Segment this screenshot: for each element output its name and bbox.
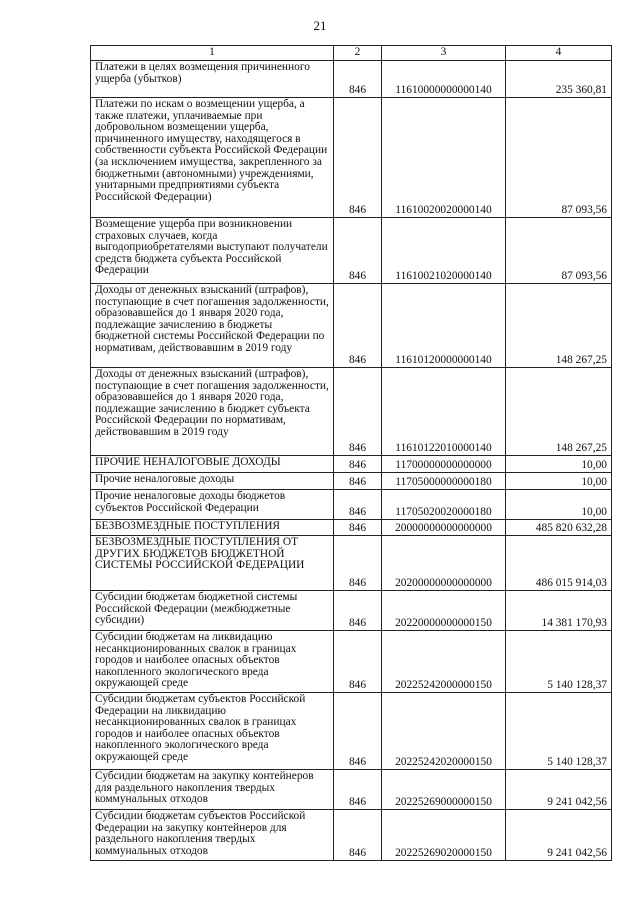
revenue-name: Субсидии бюджетам на ликвидацию несанкционированных свалок в границах городов и наиболее опасных объектов накопленного экологического вреда окружающей среде: [91, 631, 334, 693]
revenue-name: Платежи по искам о возмещении ущерба, а также платежи, уплачиваемые при добровольном возмещении ущерба, причиненного имуществу, находящегося в собственности субъекта Российской Федерации (за исключением имущества, закрепленного за бюджетными (автономными) учреждениями, унитарными предприятиями субъекта Российской Федерации): [91, 98, 334, 218]
budget-classification-code: 11700000000000000: [382, 456, 506, 473]
amount: 5 140 128,37: [506, 631, 612, 693]
budget-classification-code: 20225269020000150: [382, 810, 506, 861]
amount: 10,00: [506, 490, 612, 520]
amount: 9 241 042,56: [506, 770, 612, 810]
budget-classification-code: 20225242020000150: [382, 693, 506, 770]
revenue-name: Субсидии бюджетам на закупку контейнеров для раздельного накопления твердых коммунальных отходов: [91, 770, 334, 810]
admin-code: 846: [334, 490, 382, 520]
admin-code: 846: [334, 810, 382, 861]
admin-code: 846: [334, 61, 382, 98]
revenue-name: Доходы от денежных взысканий (штрафов), поступающие в счет погашения задолженности, образовавшейся до 1 января 2020 года, подлежащие зачислению в бюджет субъекта Российской Федерации по нормативам, действовавшим в 2019 году: [91, 368, 334, 456]
revenue-name: Платежи в целях возмещения причиненного ущерба (убытков): [91, 61, 334, 98]
budget-classification-code: 20225242000000150: [382, 631, 506, 693]
table-row: [91, 456, 612, 473]
table-row: [91, 368, 612, 456]
column-header-admin: 2: [334, 46, 382, 61]
page-number: 21: [313, 18, 327, 33]
budget-classification-code: 20000000000000000: [382, 520, 506, 536]
amount: 485 820 632,28: [506, 520, 612, 536]
admin-code: 846: [334, 98, 382, 218]
amount: 148 267,25: [506, 368, 612, 456]
table-row: [91, 770, 612, 810]
amount: 10,00: [506, 473, 612, 490]
table-row: [91, 61, 612, 98]
revenue-name: БЕЗВОЗМЕЗДНЫЕ ПОСТУПЛЕНИЯ: [91, 520, 334, 536]
table-row: [91, 284, 612, 368]
budget-classification-code: 11610120000000140: [382, 284, 506, 368]
admin-code: 846: [334, 368, 382, 456]
revenue-name: Субсидии бюджетам субъектов Российской Федерации на ликвидацию несанкционированных свалок в границах городов и наиболее опасных объектов накопленного экологического вреда окружающей среде: [91, 693, 334, 770]
revenue-name: Прочие неналоговые доходы бюджетов субъектов Российской Федерации: [91, 490, 334, 520]
amount: 10,00: [506, 456, 612, 473]
budget-classification-code: 11610122010000140: [382, 368, 506, 456]
amount: 148 267,25: [506, 284, 612, 368]
budget-classification-code: 11705000000000180: [382, 473, 506, 490]
column-header-code: 3: [382, 46, 506, 61]
admin-code: 846: [334, 218, 382, 284]
table-row: [91, 98, 612, 218]
revenue-name: Прочие неналоговые доходы: [91, 473, 334, 490]
table-row: [91, 631, 612, 693]
amount: 87 093,56: [506, 218, 612, 284]
admin-code: 846: [334, 456, 382, 473]
table-row: [91, 693, 612, 770]
table-row: [91, 591, 612, 631]
admin-code: 846: [334, 284, 382, 368]
table-row: [91, 810, 612, 861]
admin-code: 846: [334, 770, 382, 810]
budget-classification-code: 11705020020000180: [382, 490, 506, 520]
table-row: [91, 473, 612, 490]
admin-code: 846: [334, 520, 382, 536]
budget-classification-code: 20220000000000150: [382, 591, 506, 631]
admin-code: 846: [334, 473, 382, 490]
budget-classification-code: 20200000000000000: [382, 536, 506, 591]
amount: 235 360,81: [506, 61, 612, 98]
table-row: [91, 520, 612, 536]
revenue-name: БЕЗВОЗМЕЗДНЫЕ ПОСТУПЛЕНИЯ ОТ ДРУГИХ БЮДЖЕТОВ БЮДЖЕТНОЙ СИСТЕМЫ РОССИЙСКОЙ ФЕДЕРАЦИИ: [91, 536, 334, 591]
admin-code: 846: [334, 631, 382, 693]
table-row: [91, 490, 612, 520]
revenue-name: Субсидии бюджетам бюджетной системы Российской Федерации (межбюджетные субсидии): [91, 591, 334, 631]
budget-classification-code: 11610020020000140: [382, 98, 506, 218]
admin-code: 846: [334, 693, 382, 770]
amount: 5 140 128,37: [506, 693, 612, 770]
amount: 14 381 170,93: [506, 591, 612, 631]
budget-classification-code: 11610021020000140: [382, 218, 506, 284]
admin-code: 846: [334, 591, 382, 631]
amount: 9 241 042,56: [506, 810, 612, 861]
table-row: [91, 218, 612, 284]
budget-classification-code: 20225269000000150: [382, 770, 506, 810]
column-header-name: 1: [91, 46, 334, 61]
revenue-name: ПРОЧИЕ НЕНАЛОГОВЫЕ ДОХОДЫ: [91, 456, 334, 473]
budget-classification-code: 11610000000000140: [382, 61, 506, 98]
column-header-sum: 4: [506, 46, 612, 61]
table-row: [91, 536, 612, 591]
revenue-name: Доходы от денежных взысканий (штрафов), поступающие в счет погашения задолженности, образовавшейся до 1 января 2020 года, подлежащие зачислению в бюджеты бюджетной системы Российской Федерации по нормативам, действовавшим в 2019 году: [91, 284, 334, 368]
budget-revenue-table: [90, 45, 612, 861]
revenue-name: Субсидии бюджетам субъектов Российской Федерации на закупку контейнеров для раздельного накопления твердых коммунальных отходов: [91, 810, 334, 861]
revenue-name: Возмещение ущерба при возникновении страховых случаев, когда выгодоприобретателями выступают получатели средств бюджета субъекта Российской Федерации: [91, 218, 334, 284]
table-header-row: [91, 46, 612, 61]
amount: 87 093,56: [506, 98, 612, 218]
admin-code: 846: [334, 536, 382, 591]
amount: 486 015 914,03: [506, 536, 612, 591]
